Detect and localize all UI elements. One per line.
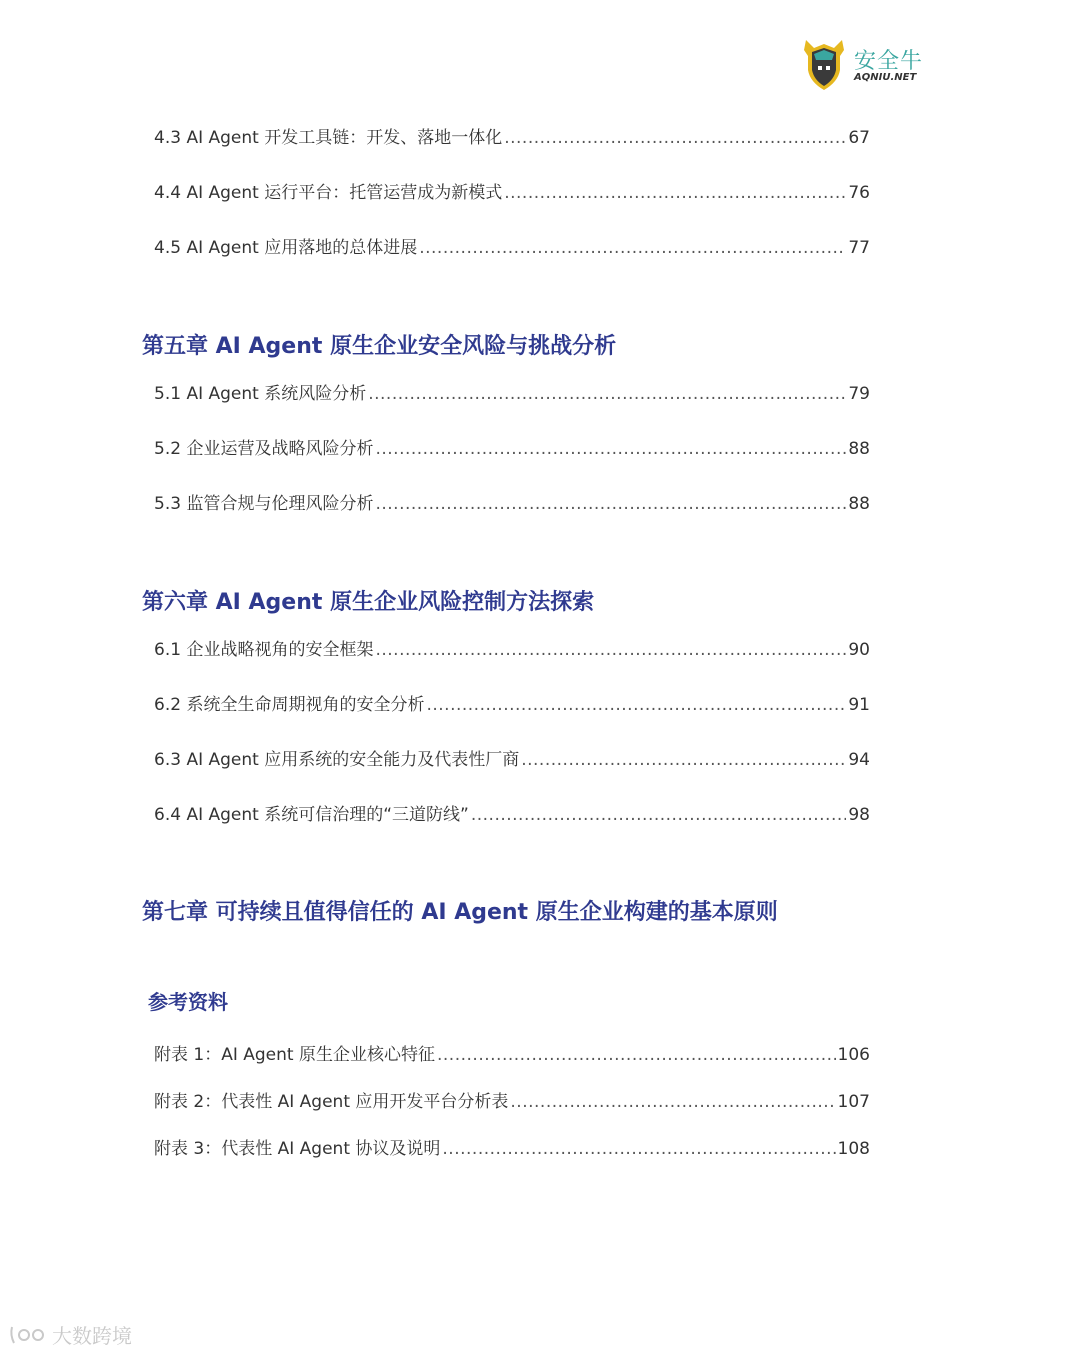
toc-entry-6-1[interactable] [154, 635, 870, 663]
toc-entry-label: 附表 2：代表性 AI Agent 应用开发平台分析表 [154, 1092, 509, 1112]
dot-leader [375, 494, 846, 514]
toc-entry-label: 4.3 AI Agent 开发工具链：开发、落地一体化 [154, 128, 503, 148]
toc-entry-page: 88 [848, 439, 870, 459]
dot-leader [375, 439, 846, 459]
toc-entry-label: 附表 1：AI Agent 原生企业核心特征 [154, 1045, 435, 1065]
toc-entry-6-2[interactable] [154, 690, 870, 718]
toc-entry-page: 94 [848, 750, 870, 770]
toc-entry-4-4[interactable] [154, 178, 870, 206]
dot-leader [442, 1139, 835, 1159]
dot-leader [510, 1092, 835, 1112]
toc-entry-appendix-3[interactable] [154, 1134, 870, 1162]
references-heading[interactable]: 参考资料 [148, 990, 228, 1014]
watermark [8, 1320, 132, 1349]
toc-entry-page: 106 [837, 1045, 870, 1065]
toc-entry-5-1[interactable] [154, 379, 870, 407]
brand-name-en: AQNIU.NET [854, 72, 917, 83]
toc-entry-page: 88 [848, 494, 870, 514]
chapter-7-heading[interactable]: 第七章 可持续且值得信任的 AI Agent 原生企业构建的基本原则 [142, 900, 778, 925]
dot-leader [521, 750, 846, 770]
toc-entry-label: 6.3 AI Agent 应用系统的安全能力及代表性厂商 [154, 750, 520, 770]
toc-entry-5-3[interactable] [154, 489, 870, 517]
toc-entry-page: 91 [848, 695, 870, 715]
dot-leader [504, 128, 846, 148]
toc-entry-label: 6.1 企业战略视角的安全框架 [154, 640, 374, 660]
toc-entry-appendix-1[interactable] [154, 1040, 870, 1068]
toc-entry-label: 5.1 AI Agent 系统风险分析 [154, 384, 367, 404]
toc-entry-page: 90 [848, 640, 870, 660]
toc-entry-page: 77 [848, 238, 870, 258]
toc-entry-4-3[interactable] [154, 123, 870, 151]
toc-entry-page: 107 [837, 1092, 870, 1112]
chapter-6-heading[interactable]: 第六章 AI Agent 原生企业风险控制方法探索 [142, 590, 595, 615]
toc-entry-label: 4.5 AI Agent 应用落地的总体进展 [154, 238, 418, 258]
watermark-text: 大数跨境 [52, 1324, 132, 1348]
aqniu-logo [800, 36, 930, 92]
dot-leader [375, 640, 846, 660]
toc-entry-6-3[interactable] [154, 745, 870, 773]
toc-entry-4-5[interactable] [154, 233, 870, 261]
dot-leader [504, 183, 846, 203]
toc-entry-page: 108 [837, 1139, 870, 1159]
toc-entry-label: 6.2 系统全生命周期视角的安全分析 [154, 695, 425, 715]
dot-leader [426, 695, 846, 715]
toc-entry-appendix-2[interactable] [154, 1087, 870, 1115]
toc-entry-label: 6.4 AI Agent 系统可信治理的“三道防线” [154, 805, 469, 825]
toc-entry-5-2[interactable] [154, 434, 870, 462]
bull-shield-icon [800, 36, 848, 92]
watermark-logo-icon [8, 1323, 48, 1347]
toc-entry-6-4[interactable] [154, 800, 870, 828]
toc-entry-label: 4.4 AI Agent 运行平台：托管运营成为新模式 [154, 183, 503, 203]
toc-entry-page: 76 [848, 183, 870, 203]
toc-entry-label: 5.2 企业运营及战略风险分析 [154, 439, 374, 459]
dot-leader [419, 238, 846, 258]
brand-name-cn: 安全牛 [854, 49, 924, 74]
toc-entry-page: 98 [848, 805, 870, 825]
toc-entry-page: 67 [848, 128, 870, 148]
toc-entry-page: 79 [848, 384, 870, 404]
dot-leader [437, 1045, 836, 1065]
dot-leader [368, 384, 846, 404]
chapter-5-heading[interactable]: 第五章 AI Agent 原生企业安全风险与挑战分析 [142, 334, 617, 359]
toc-entry-label: 5.3 监管合规与伦理风险分析 [154, 494, 374, 514]
toc-entry-label: 附表 3：代表性 AI Agent 协议及说明 [154, 1139, 441, 1159]
dot-leader [471, 805, 847, 825]
